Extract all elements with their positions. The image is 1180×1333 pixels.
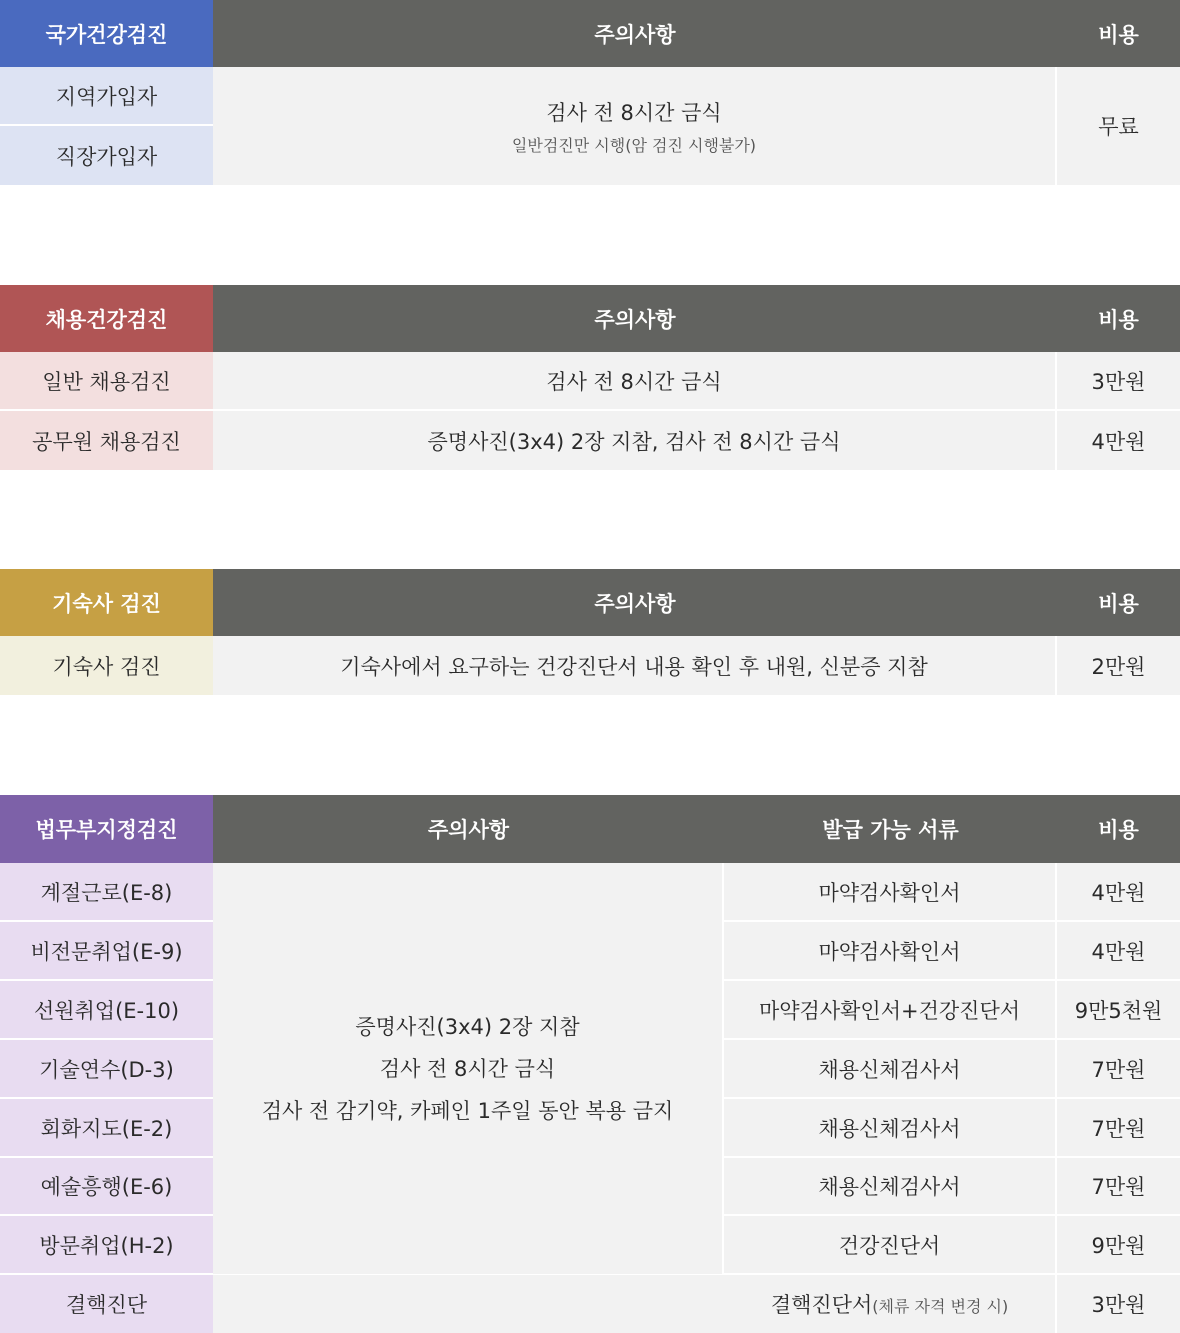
tb-document-text bbox=[771, 1289, 1008, 1319]
employment-checkup-title: 채용건강검진 bbox=[0, 285, 213, 352]
cost-header: 비용 bbox=[1057, 0, 1180, 67]
cost-cell: 7만원 bbox=[1057, 1099, 1180, 1158]
document-cell: 채용신체검사서 bbox=[724, 1158, 1057, 1216]
tb-document-main: 결핵진단서 bbox=[770, 1293, 873, 1317]
notice-cell bbox=[213, 67, 1057, 185]
notice-line: 검사 전 8시간 금식 bbox=[379, 1056, 556, 1081]
row-label: 공무원 채용검진 bbox=[0, 411, 213, 470]
row-label: 기숙사 검진 bbox=[0, 636, 213, 695]
notice-line: 증명사진(3x4) 2장 지참 bbox=[355, 1014, 580, 1039]
tb-document-note: (체류 자격 변경 시) bbox=[872, 1297, 1009, 1316]
cost-cell: 9만5천원 bbox=[1057, 981, 1180, 1040]
cost-cell: 무료 bbox=[1057, 67, 1180, 185]
justice-checkup-title: 법무부지정검진 bbox=[0, 795, 213, 863]
document-cell: 채용신체검사서 bbox=[724, 1099, 1057, 1158]
row-label-workplace-subscriber: 직장가입자 bbox=[0, 126, 213, 185]
notice-header: 주의사항 bbox=[213, 795, 724, 863]
notice-cell: 검사 전 8시간 금식 bbox=[213, 352, 1057, 411]
cost-header: 비용 bbox=[1057, 285, 1180, 352]
row-label: 기술연수(D-3) bbox=[0, 1040, 213, 1099]
row-label: 결핵진단 bbox=[0, 1275, 213, 1333]
document-cell: 마약검사확인서 bbox=[724, 863, 1057, 922]
cost-cell: 4만원 bbox=[1057, 863, 1180, 922]
national-health-checkup-table bbox=[0, 0, 1180, 185]
document-cell: 건강진단서 bbox=[724, 1216, 1057, 1275]
cost-cell: 3만원 bbox=[1057, 352, 1180, 411]
cost-header: 비용 bbox=[1057, 795, 1180, 863]
document-cell: 마약검사확인서+건강진단서 bbox=[724, 981, 1057, 1040]
document-cell: 채용신체검사서 bbox=[724, 1040, 1057, 1099]
notice-line: 검사 전 감기약, 카페인 1주일 동안 복용 금지 bbox=[261, 1098, 674, 1123]
row-label: 비전문취업(E-9) bbox=[0, 922, 213, 981]
cost-header: 비용 bbox=[1057, 569, 1180, 636]
cost-cell: 3만원 bbox=[1057, 1275, 1180, 1333]
notice-header: 주의사항 bbox=[213, 569, 1057, 636]
national-checkup-title: 국가건강검진 bbox=[0, 0, 213, 67]
notice-cell: 증명사진(3x4) 2장 지참, 검사 전 8시간 금식 bbox=[213, 411, 1057, 470]
notice-cell bbox=[213, 863, 724, 1274]
ministry-of-justice-checkup-table bbox=[0, 795, 1180, 1333]
cost-cell: 4만원 bbox=[1057, 922, 1180, 981]
notice-header: 주의사항 bbox=[213, 285, 1057, 352]
row-label: 계절근로(E-8) bbox=[0, 863, 213, 922]
employment-health-checkup-table bbox=[0, 285, 1180, 470]
cost-cell: 7만원 bbox=[1057, 1158, 1180, 1216]
row-label: 선원취업(E-10) bbox=[0, 981, 213, 1040]
notice-main-text: 검사 전 8시간 금식 bbox=[546, 100, 722, 125]
cost-cell: 4만원 bbox=[1057, 411, 1180, 470]
notice-cell: 기숙사에서 요구하는 건강진단서 내용 확인 후 내원, 신분증 지참 bbox=[213, 636, 1057, 695]
row-label: 일반 채용검진 bbox=[0, 352, 213, 411]
notice-sub-text: 일반검진만 시행(암 검진 시행불가) bbox=[511, 135, 757, 155]
row-label: 예술흥행(E-6) bbox=[0, 1158, 213, 1216]
dormitory-checkup-title: 기숙사 검진 bbox=[0, 569, 213, 636]
cost-cell: 9만원 bbox=[1057, 1216, 1180, 1275]
row-label: 방문취업(H-2) bbox=[0, 1216, 213, 1275]
cost-cell: 2만원 bbox=[1057, 636, 1180, 695]
document-cell: 마약검사확인서 bbox=[724, 922, 1057, 981]
dormitory-checkup-table bbox=[0, 569, 1180, 695]
row-label-local-subscriber: 지역가입자 bbox=[0, 67, 213, 126]
notice-header: 주의사항 bbox=[213, 0, 1057, 67]
row-label: 회화지도(E-2) bbox=[0, 1099, 213, 1158]
document-cell bbox=[213, 1275, 1057, 1333]
documents-header: 발급 가능 서류 bbox=[724, 795, 1057, 863]
cost-cell: 7만원 bbox=[1057, 1040, 1180, 1099]
